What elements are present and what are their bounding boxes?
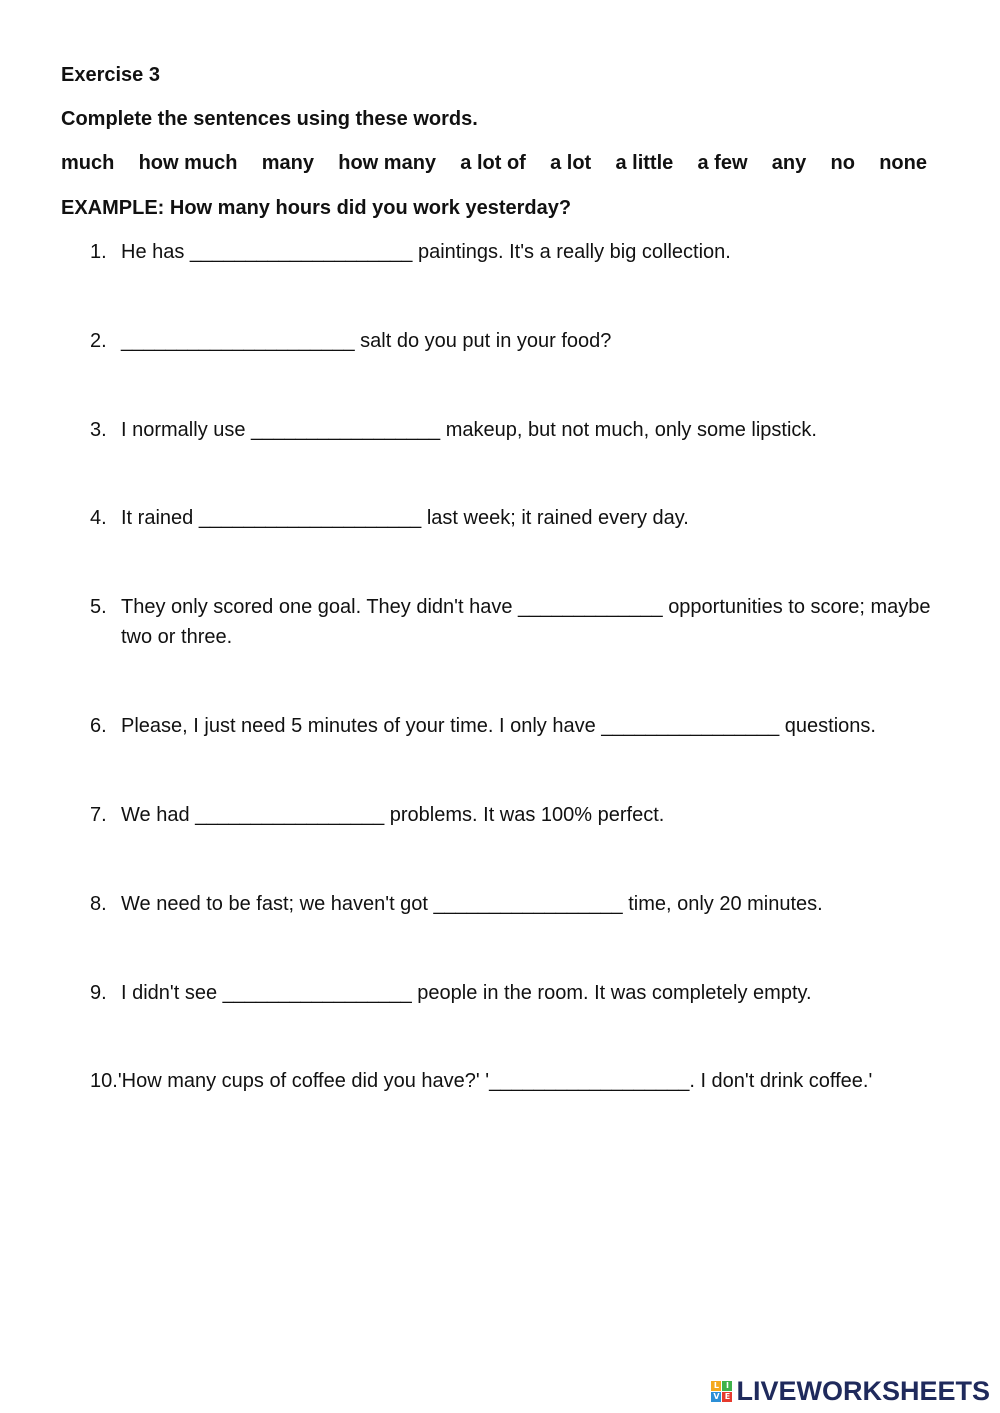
exercise-item-7	[90, 800, 950, 830]
word-bank-item: how many	[338, 152, 437, 174]
item-number: 2.	[90, 330, 107, 352]
word-bank-item: a lot of	[460, 152, 526, 174]
exercise-item-2	[90, 326, 950, 356]
item-number: 5.	[90, 596, 107, 618]
instructions: Complete the sentences using these words.	[61, 108, 478, 130]
exercise-item-4	[90, 503, 950, 533]
item-text: We had _________________ problems. It was 100% perfect.	[121, 804, 665, 826]
item-text: It rained ____________________ last week; it rained every day.	[121, 507, 689, 529]
exercise-item-1	[90, 237, 950, 267]
exercise-item-5	[90, 592, 950, 652]
item-text: Please, I just need 5 minutes of your time. I only have ________________ questions.	[121, 715, 876, 737]
item-text: 'How many cups of coffee did you have?' '__________________. I don't drink coffee.'	[117, 1070, 873, 1092]
word-bank-item: a few	[697, 152, 748, 174]
word-bank-item: any	[771, 152, 807, 174]
item-number: 4.	[90, 507, 107, 529]
logo-cell: L	[711, 1381, 721, 1391]
exercise-item-10	[90, 1066, 950, 1096]
exercise-item-9	[90, 978, 950, 1008]
item-number: 3.	[90, 419, 107, 441]
exercise-title: Exercise 3	[61, 64, 160, 86]
item-number: 10.	[90, 1070, 118, 1092]
logo-cell: E	[722, 1392, 732, 1402]
item-number: 1.	[90, 241, 107, 263]
item-text: I didn't see _________________ people in the room. It was completely empty.	[121, 982, 812, 1004]
item-text: He has ____________________ paintings. It's a really big collection.	[121, 241, 731, 263]
word-bank-item: many	[261, 152, 314, 174]
exercise-item-6	[90, 711, 950, 741]
logo-cell: V	[713, 1392, 720, 1401]
word-bank	[61, 152, 927, 175]
logo-text: LIVEWORKSHEETS	[736, 1376, 990, 1406]
item-number: 7.	[90, 804, 107, 826]
logo-cell: I	[722, 1381, 732, 1391]
item-number: 6.	[90, 715, 107, 737]
item-text: We need to be fast; we haven't got _________________ time, only 20 minutes.	[121, 893, 823, 915]
word-bank-item: much	[61, 152, 115, 174]
word-bank-item: a lot	[550, 152, 592, 174]
exercise-item-3	[90, 415, 950, 445]
logo-mark-icon	[711, 1381, 732, 1402]
item-number: 9.	[90, 982, 107, 1004]
item-text: _____________________ salt do you put in your food?	[121, 330, 612, 352]
word-bank-item: none	[879, 152, 927, 174]
word-bank-item: how much	[138, 152, 238, 174]
item-text: They only scored one goal. They didn't have _____________ opportunities to score; maybe two or three.	[121, 596, 937, 648]
item-number: 8.	[90, 893, 107, 915]
liveworksheets-logo	[711, 1376, 990, 1407]
example-sentence: EXAMPLE: How many hours did you work yesterday?	[61, 197, 572, 219]
exercise-item-8	[90, 889, 950, 919]
word-bank-item: a little	[615, 152, 674, 174]
item-text: I normally use _________________ makeup, but not much, only some lipstick.	[121, 419, 817, 441]
word-bank-item: no	[830, 152, 855, 174]
